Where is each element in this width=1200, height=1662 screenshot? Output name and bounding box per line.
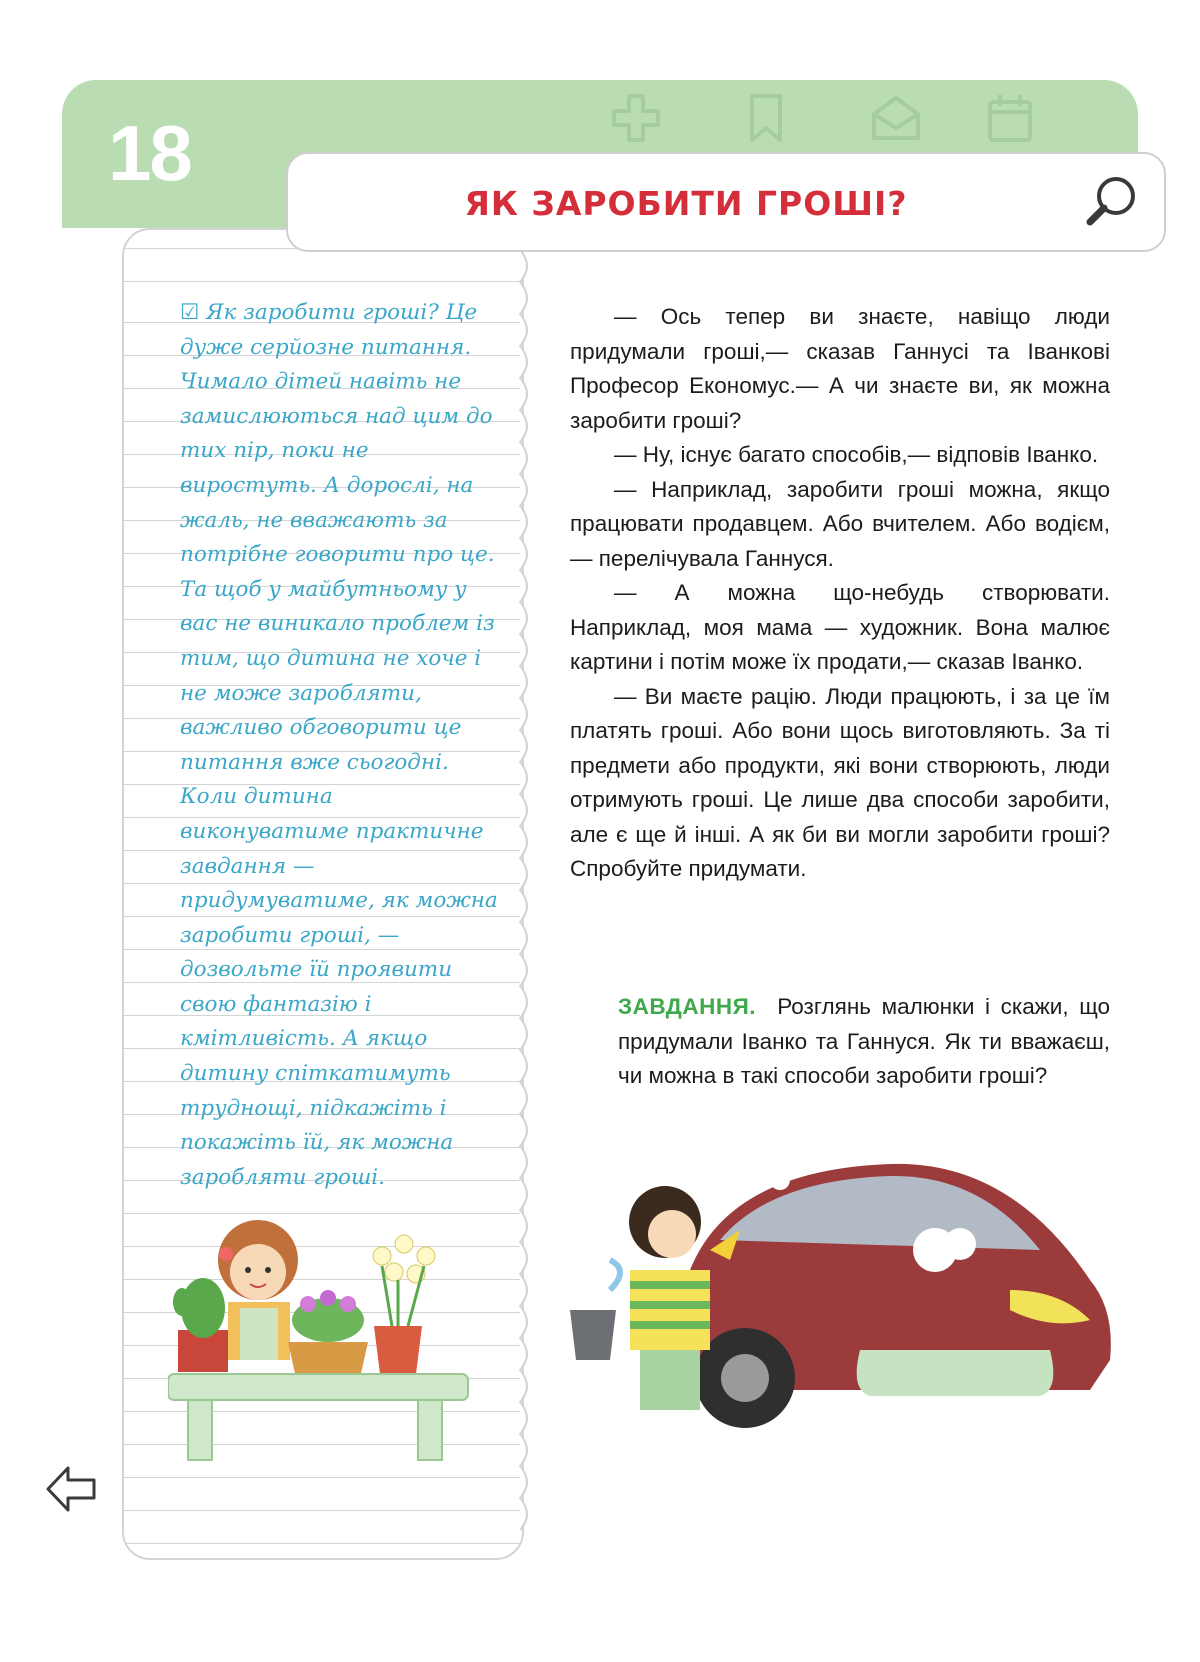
story-text (570, 300, 1110, 887)
title-bar (286, 152, 1166, 252)
story-paragraph: — Ну, існує багато способів,— відповів Іванко. (614, 442, 1099, 467)
task-label: ЗАВДАННЯ. (618, 994, 756, 1019)
envelope-icon[interactable] (868, 90, 924, 146)
bookmark-icon[interactable] (738, 90, 794, 146)
page-number: 18 (108, 109, 191, 197)
back-arrow-icon[interactable] (44, 1464, 98, 1514)
parent-note-text (180, 296, 502, 1195)
note-checkbox-icon: ☑ (180, 300, 200, 325)
plus-icon[interactable] (608, 90, 664, 146)
story-paragraph: — Наприклад, заробити гроші можна, якщо працювати продавцем. Або вчителем. Або водієм,— перелічувала Ганнуся. (570, 476, 1110, 571)
girl-selling-flowers-illustration (168, 1210, 488, 1470)
task-text: Розглянь малюнки і скажи, що придумали Іванко та Ганнуся. Як ти вважаєш, чи можна в такі способи заробити гроші? (618, 994, 1110, 1088)
calendar-icon[interactable] (982, 90, 1038, 146)
page-title: ЯК ЗАРОБИТИ ГРОШІ? (464, 184, 908, 223)
task-block (618, 990, 1110, 1094)
note-body: Як заробити гроші? Це дуже серйозне питання. Чимало дітей навіть не замислюються над цим до тих пір, поки не виростуть. А дорослі, на жаль, не вважають за потрібне говорити про це. Та щоб у майбутньому у вас не виникало проблем із тим, що дитина не хоче і не може заробляти, важливо обговорити це питання вже сьогодні. Коли дитина виконуватиме практичне завдання — придумуватиме, як можна заробити гроші, — дозвольте їй проявити свою фантазію і кмітливість. А якщо дитину спіткатимуть труднощі, підкажіть і покажіть їй, як можна заробляти гроші. (180, 300, 498, 1190)
notebook-scallop-edge (518, 250, 536, 1540)
story-paragraph: — А можна що-небудь створювати. Наприклад, моя мама — художник. Вона малює картини і потім може їх продати,— сказав Іванко. (570, 580, 1110, 674)
story-paragraph: — Ви маєте рацію. Люди працюють, і за це їм платять гроші. Або вони щось виготовляють. За ті предмети або продукти, які вони створюють, люди отримують гроші. Це лише два способи заробити, але є ще й інші. А як би ви могли заробити гроші? Спробуйте придумати. (570, 683, 1110, 881)
boy-washing-car-illustration (570, 1160, 1115, 1450)
story-paragraph: — Ось тепер ви знаєте, навіщо люди придумали гроші,— сказав Ганнусі та Іванкові Професор Економус.— А чи знаєте ви, як можна заробити гроші? (570, 304, 1110, 433)
search-icon[interactable] (1080, 170, 1142, 232)
